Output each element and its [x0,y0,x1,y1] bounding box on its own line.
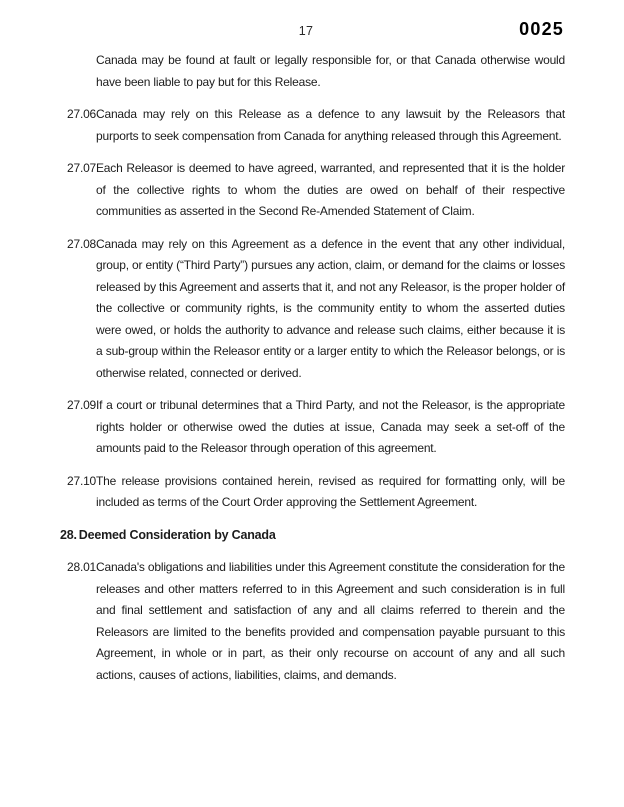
clause-text: The release provisions contained herein, revised as required for formatting only, will be included as terms of the Court Order approving the Settlement Agreement. [96,473,565,509]
document-body [60,50,565,697]
clause-number: 27.06 [67,107,97,121]
clause-27-08 [67,234,565,385]
clause-number: 27.10 [67,473,97,488]
clause-number: 27.09 [67,398,97,412]
clause-27-07 [67,158,565,223]
clause-text: Canada may rely on this Release as a defence to any lawsuit by the Releasors that purports to seek compensation from Canada for anything released through this Agreement. [96,107,565,143]
clause-text: Canada may rely on this Agreement as a defence in the event that any other individual, group, or entity (“Third Party”) pursues any action, claim, or demand for the claims or losses released by this Agreement and asserts that it, and not any Releasor, is the proper holder of the collective or community rights, is the community entity to whom the asserted duties were owed, or holds the authority to advance and release such claims, either because it is a sub-group within the Releasor entity or a larger entity to which the Releasor belongs, or is otherwise related, connected or derived. [96,236,565,380]
bates-stamp-number: 0025 [519,19,564,39]
clause-27-10 [67,471,565,514]
paragraph-text: Canada may be found at fault or legally responsible for, or that Canada otherwise would have been liable to pay but for this Release. [96,53,565,89]
clause-number: 28.01 [67,560,97,574]
clause-27-06 [67,104,565,147]
clause-number: 27.08 [67,236,97,251]
section-heading-28 [60,525,565,547]
page-number: 17 [298,24,314,38]
section-heading-title: Deemed Consideration by Canada [78,527,276,542]
clause-27-09 [67,395,565,460]
section-heading-number: 28. [60,527,77,542]
clause-text: If a court or tribunal determines that a Third Party, and not the Releasor, is the appropriate rights holder or otherwise owed the duties at issue, Canada may seek a set-off of the amounts paid to the Releasor through operation of this agreement. [96,398,565,455]
clause-number: 27.07 [67,161,97,175]
clause-text: Each Releasor is deemed to have agreed, warranted, and represented that it is the holder of the collective rights to whom the duties are owed on behalf of their respective communities as asserted in the Second Re-Amended Statement of Claim. [96,161,565,218]
clause-text: Canada's obligations and liabilities under this Agreement constitute the consideration for the releases and other matters referred to in this Agreement and such consideration is in full and final settlement and satisfaction of any and all claims referred to therein and the Releasors are limited to the benefits provided and compensation payable pursuant to this Agreement, in whole or in part, as their only recourse on account of any and all such actions, causes of actions, liabilities, claims, and demands. [96,560,565,682]
paragraph-continuation [96,50,565,93]
clause-28-01 [67,557,565,686]
